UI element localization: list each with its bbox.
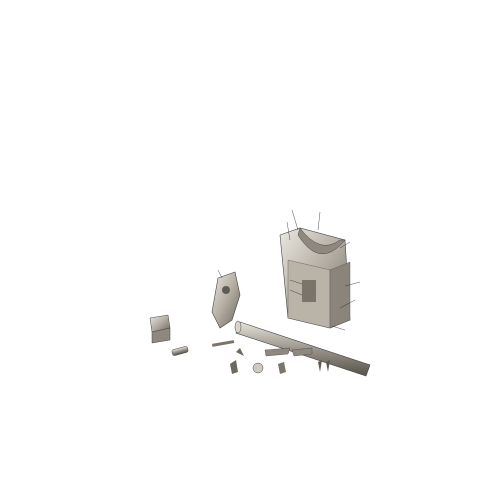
crank-part — [212, 272, 240, 328]
slider-part — [150, 315, 170, 343]
wedge-part — [280, 228, 350, 328]
slider-axis-part — [171, 346, 188, 356]
plank-part — [212, 340, 234, 347]
figure-locking-mechanism — [140, 200, 375, 390]
